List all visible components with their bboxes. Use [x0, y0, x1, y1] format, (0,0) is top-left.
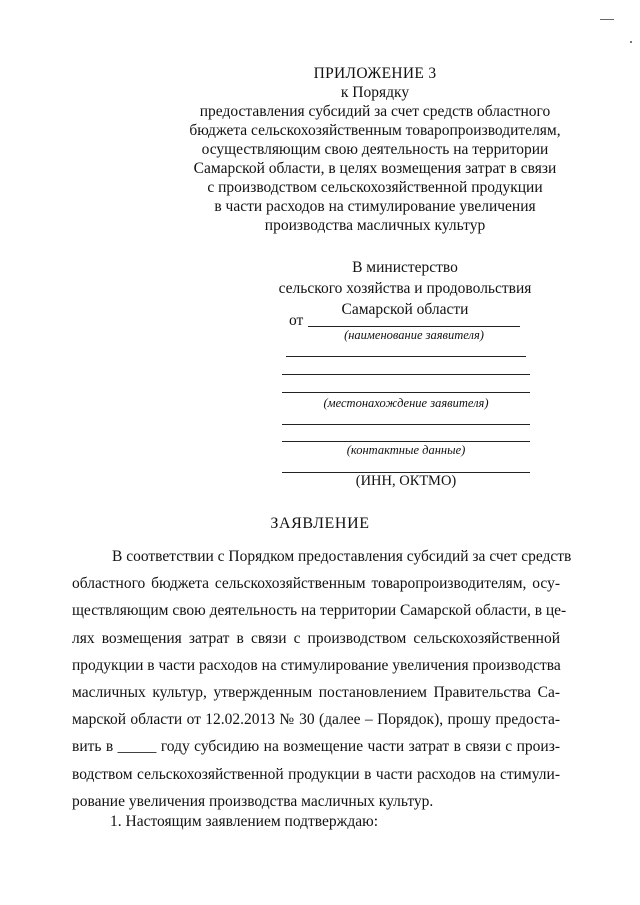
location-line-2[interactable]	[282, 374, 530, 375]
location-line-3[interactable]	[282, 392, 530, 393]
inn-caption: (ИНН, ОКТМО)	[355, 473, 457, 489]
scan-dot	[630, 41, 632, 43]
contacts-caption: (контактные данные)	[346, 443, 466, 457]
appendix-line: Самарской области, в целях возмещения затрат в связи	[193, 160, 557, 177]
paragraph-line: продукции в части расходов на стимулирование увеличения производства	[72, 656, 561, 674]
addressee-line: В министерство	[352, 259, 458, 276]
appendix-line: с производством сельскохозяйственной продукции	[207, 179, 543, 196]
applicant-name-line[interactable]	[308, 326, 520, 327]
paragraph-line: марской области от 12.02.2013 № 30 (далее – Порядок), прошу предоста-	[72, 711, 560, 729]
appendix-line: предоставления субсидий за счет средств областного	[199, 103, 551, 120]
paragraph-line: масличных культур, утвержденным постановлением Правительства Са-	[72, 684, 560, 702]
paragraph-line: ществляющим свою деятельность на территории Самарской области, в це-	[72, 602, 567, 620]
contacts-line-2[interactable]	[282, 441, 530, 442]
appendix-title: ПРИЛОЖЕНИЕ 3	[313, 65, 437, 82]
paragraph-line: В соответствии с Порядком предоставления субсидий за счет средств	[112, 548, 572, 565]
scan-mark	[600, 19, 614, 20]
addressee-line: Самарской области	[341, 301, 469, 318]
appendix-line: осуществляющим свою деятельность на территории	[201, 141, 549, 158]
addressee-block	[260, 257, 550, 320]
application-paragraph	[72, 543, 572, 815]
location-caption: (местонахождение заявителя)	[323, 396, 489, 410]
location-line-1[interactable]	[286, 356, 526, 357]
appendix-block	[140, 64, 610, 235]
paragraph-line: лях возмещения затрат в связи с производством сельскохозяйственной	[72, 629, 560, 647]
paragraph-line: рование увеличения производства масличных культур.	[72, 792, 434, 810]
addressee-line: сельского хозяйства и продовольствия	[278, 280, 532, 297]
item-1: 1. Настоящим заявлением подтверждаю:	[110, 813, 379, 830]
appendix-line: в части расходов на стимулирование увеличения	[214, 198, 536, 215]
appendix-line: к Порядку	[340, 84, 410, 101]
paragraph-line: областного бюджета сельскохозяйственным товаропроизводителям, осу-	[72, 575, 560, 593]
paragraph-line: водством сельскохозяйственной продукции в части расходов на стимули-	[72, 765, 560, 783]
from-label: от	[289, 312, 304, 329]
appendix-line: производства масличных культур	[264, 217, 486, 234]
appendix-line: бюджета сельскохозяйственным товаропроизводителям,	[189, 122, 561, 139]
paragraph-line: вить в _____ году субсидию на возмещение части затрат в связи с произ-	[72, 738, 560, 756]
contacts-line-1[interactable]	[282, 424, 530, 425]
document-heading: ЗАЯВЛЕНИЕ	[270, 515, 370, 532]
applicant-name-caption: (наименование заявителя)	[344, 328, 484, 342]
